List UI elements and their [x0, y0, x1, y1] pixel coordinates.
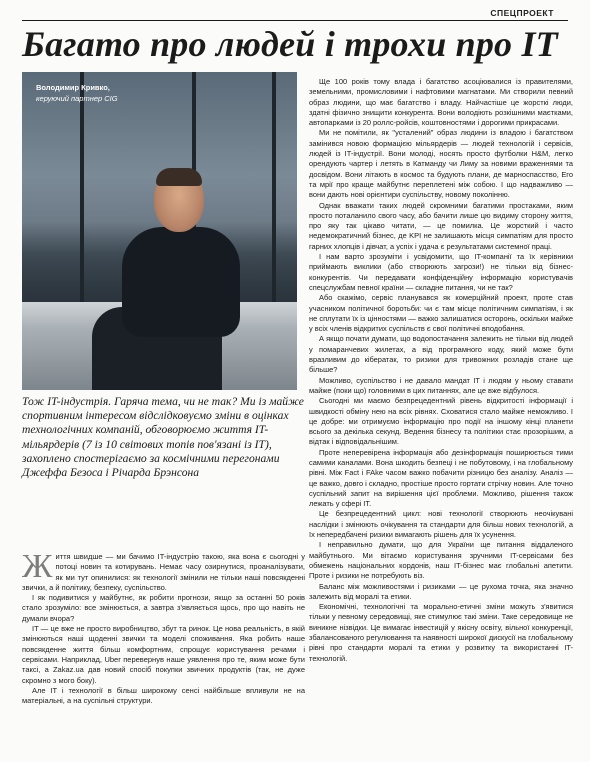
paragraph: Але IT і технології в більш широкому сенсі найбільше впливули не на матеріальні, а на суспільні структури. — [22, 685, 305, 706]
header-rule — [22, 20, 568, 21]
drop-cap: Ж — [22, 548, 53, 585]
paragraph: Проте неперевірена інформація або дезінформація поширюється тими самими каналами. Вона шкодить безпеці і не побутовому, і на глобальному рівні. Між Fact і FAke часом важко побачити різницю без аналізу. Аналіз — це важко, довго і складно, простіше просто гортати стрічку новин. Але точно суспільний запит на вирішення цієї проблеми. Можливо, рішення також лежать у сфері IT. — [309, 447, 573, 509]
paragraph: Сьогодні ми маємо безпрецедентний рівень відкритості інформації і швидкості обміну нею на всіх рівнях. Сховатися стало майже неможливо. І це добре: ми отримуємо інформацію про події на іншому кінці планети всього за декілька секунд. Ведення бізнесу та політики стає прозорішим, а відтак і відповідальнішим. — [309, 396, 573, 447]
paragraph: А якщо почати думати, що водопостачання залежить не тільки від людей у помаранчевих жилетах, а від програмного коду, який може бути вразливим до кібератак, то ризики для тривожних розладів стане ще більше? — [309, 334, 573, 375]
headline: Багато про людей і трохи про IT — [22, 24, 558, 64]
photo-caption — [36, 82, 118, 104]
paragraph: Ще 100 років тому влада і багатство асоціювалися із правителями, земельними, промисловими і нафтовими магнатами. Ми створили певний образ людини, що має багатство і владу. Найчастіше це жорсткі люди, здатні фізично знищити конкурента. Вони володіють розкішними маєтками, автопарками із 20 роллс-ройсів, коштовностями і дорогими прикрасами. — [309, 77, 573, 128]
section-label: СПЕЦПРОЕКТ — [490, 8, 554, 18]
paragraph: Або скажімо, сервіс планувався як комерційний проект, проте став учасником політичної боротьби: чи є там місце політичним симпатіям, і як не сплутати їх із цінностями — важко залишатися осторонь, оскільки майже у всіх членів відкритих суспільств є свої політичні вподобання. — [309, 293, 573, 334]
paragraph: Однак вважати таких людей скромними багатими простаками, яким просто поталанило свого часу, або бачити лише цю видиму сторону життя, про яку так цікаво читати, — це помилка. Це жорсткий і часто недемократичний бізнес, де KPI не залишають місця симпатіям для просто гарних хлопців і дівчат, а успіх і удача є результатами системної праці. — [309, 200, 573, 251]
paragraph: Баланс між можливостями і ризиками — це рухома точка, яка значно залежить від моралі та етики. — [309, 581, 573, 601]
person-hair — [156, 168, 202, 186]
paragraph: Це безпрецедентний цикл: нові технології створюють неочікувані наслідки і змінюють очікування та стандарти для більш нових технологій, а їх непередбачені ризики вимагають рішень для їх усунення. — [309, 509, 573, 540]
paragraph-text: иття швидше — ми бачимо IT-індустрію такою, яка вона є сьогодні у потоці новин та котирувань. Немає часу озирнутися, проаналізувати, як ми тут опинилися: як технології змінили не тільки наші повсякденні звички, а й політику, безпеку, суспільство. — [22, 552, 305, 592]
paragraph: І неправильно думати, що для України ще питання віддаленого майбутнього. Ми вітаємо користування зручними IT-сервісами без обмежень національних кордонів, наш IT-бізнес має глобальні апетити. Проте і ризики не потребують віз. — [309, 540, 573, 581]
paragraph: Економічні, технологічні та морально-етичні зміни можуть з'явитися тільки у певному середовищі, яке стимулює такі зміни. Таке середовище не виникне нізвідки. Це вимагає інвестицій у якісну освіту, вільної конкуренції, збалансованого регулювання та наявності широкої дискусії на глобальному рівні про стандарти моралі та етики у розвитку та використанні IT-технологій. — [309, 602, 573, 663]
person-body — [122, 227, 240, 337]
window-frame — [272, 72, 276, 302]
paragraph: Можливо, суспільство і не давало мандат IT і людям у ньому ставати майже (поки що) головними в цих питаннях, але це вже відбулося. — [309, 375, 573, 395]
paragraph: Ми не помітили, як "усталений" образ людини із владою і багатством замінився новою формацією мільярдерів — людей технологій і сервісів, людей із IT-індустрії. Вони молоді, носять просто футболки H&M, легко орендують чартер і летять в Катманду чи Лиму за новими враженнями та досвідом. Вони літають в космос та будують плани, де марноспасство, Его та мрії про краще майбутнє переплетені між собою. І що надважливо — вони дають нові орієнтири суспільству, новому поколінню. — [309, 128, 573, 200]
portrait-photo — [22, 72, 297, 390]
paragraph: І як подивитися у майбутнє, як робити прогнози, якщо за останні 50 років стало зрозуміло: все змінюється, а завтра з'являється щось, про що навіть не думали вчора? — [22, 593, 305, 623]
right-column — [309, 77, 573, 664]
paragraph: І нам варто зрозуміти і усвідомити, що IT-компанії та їх керівники приймають виклики (або створюють загрози!) не тільки від бізнес-конкурентів. Чи передавати конфіденційну інформацію користувачів спецслужбам певної країни — складне питання, чи не так? — [309, 252, 573, 292]
paragraph: IT — це вже не просто виробництво, збут та ринок. Це нова реальність, в якій змінюються наші щоденні звички та моделі споживання. Яка робить наше повсякденне життя більш комфортним, спрощує користування речами і сервісами. Наприклад, Uber перевернув наше уявлення про те, яким може бути таксі, а Zakaz.ua дав новий спосіб покупки звичних продуктів (так, не дуже скромно з мого боку). — [22, 624, 305, 685]
window-frame — [80, 72, 84, 302]
lead-paragraph: Тож IT-індустрія. Гаряча тема, чи не так? Ми із майже спортивним інтересом відслідковуємо зміни в оцінках технологічних компаній, обговорюємо життя IT-мільярдерів (7 із 10 світових топів пов'язані із IT), захоплено спостерігаємо за космічними перегонами Джеффа Безоса і Річарда Брэнсона — [22, 395, 304, 480]
caption-role: керуючий партнер CIG — [36, 94, 118, 103]
left-column — [22, 548, 305, 706]
paragraph — [22, 548, 305, 593]
caption-name: Володимир Кривко, — [36, 83, 110, 92]
